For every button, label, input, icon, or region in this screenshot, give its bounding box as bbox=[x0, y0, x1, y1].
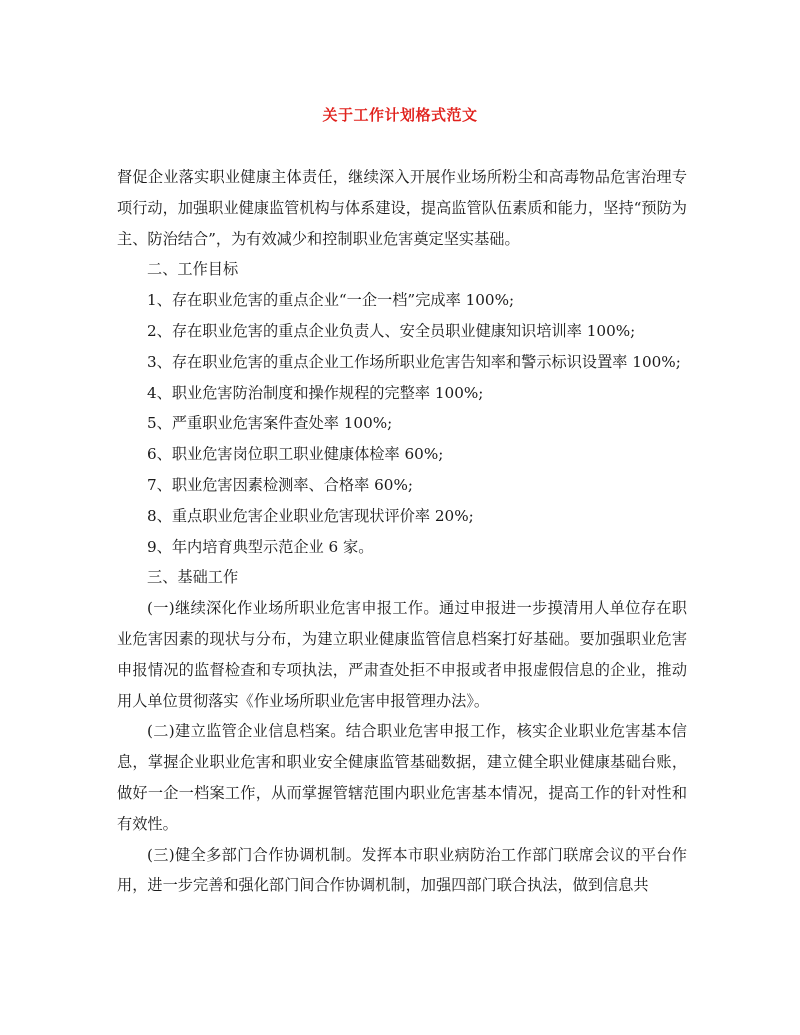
goal-item: 9、年内培育典型示范企业 6 家。 bbox=[147, 537, 374, 556]
goal-item: 6、职业危害岗位职工职业健康体检率 60%; bbox=[147, 445, 444, 464]
work-item-paragraph: (二)建立监管企业信息档案。结合职业危害申报工作，核实企业职业危害基本信息，掌握企业职业危害和职业安全健康监管基础数据，建立健全职业健康基础台账，做好一企一档案工作，从而掌握管辖范围内职业危害基本情况，提高工作的针对性和有效性。 bbox=[117, 722, 687, 833]
goal-item: 8、重点职业危害企业职业危害现状评价率 20%; bbox=[147, 506, 474, 525]
document-body bbox=[117, 162, 687, 901]
goal-item: 1、存在职业危害的重点企业“一企一档”完成率 100%; bbox=[147, 291, 515, 310]
goal-item: 3、存在职业危害的重点企业工作场所职业危害告知率和警示标识设置率 100%; bbox=[147, 352, 681, 371]
document-title: 关于工作计划格式范文 bbox=[322, 106, 478, 124]
work-item-paragraph: (一)继续深化作业场所职业危害申报工作。通过申报进一步摸清用人单位存在职业危害因素的现状与分布，为建立职业健康监管信息档案打好基础。要加强职业危害申报情况的监督检查和专项执法，严肃查处拒不申报或者申报虚假信息的企业，推动用人单位贯彻落实《作业场所职业危害申报管理办法》。 bbox=[117, 599, 687, 710]
goal-item: 2、存在职业危害的重点企业负责人、安全员职业健康知识培训率 100%; bbox=[147, 321, 636, 340]
work-item-paragraph: (三)健全多部门合作协调机制。发挥本市职业病防治工作部门联席会议的平台作用，进一步完善和强化部门间合作协调机制，加强四部门联合执法，做到信息共 bbox=[117, 845, 687, 895]
section-heading-basic-work: 三、基础工作 bbox=[147, 568, 239, 587]
section-heading-work-goals: 二、工作目标 bbox=[147, 260, 239, 279]
goal-item: 4、职业危害防治制度和操作规程的完整率 100%; bbox=[147, 383, 484, 402]
intro-paragraph: 督促企业落实职业健康主体责任，继续深入开展作业场所粉尘和高毒物品危害治理专项行动，加强职业健康监管机构与体系建设，提高监管队伍素质和能力，坚持“预防为主、防治结合”，为有效减少和控制职业危害奠定坚实基础。 bbox=[117, 168, 687, 248]
goal-item: 7、职业危害因素检测率、合格率 60%; bbox=[147, 475, 413, 494]
goal-item: 5、严重职业危害案件查处率 100%; bbox=[147, 414, 393, 433]
